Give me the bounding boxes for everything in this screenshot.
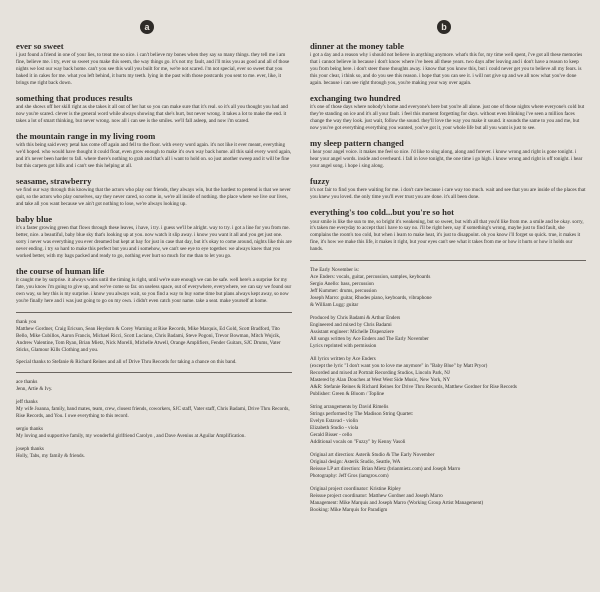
song-title: my sleep pattern changed <box>310 137 404 148</box>
side-b-badge: b <box>437 20 451 34</box>
credit-line: String arrangements by David Rimelis <box>310 404 389 411</box>
right-column <box>310 42 586 520</box>
left-lyrics <box>16 42 292 305</box>
divider <box>16 312 292 313</box>
credit-line: Engineered and mixed by Chris Badami <box>310 322 392 328</box>
song-lyric: it caught me by surprise. it always waits until the timing is right, until we're sure enough we can be safe. well here's a surprise for my fate, you know i'm going to give up, and we've come so far. on useless space, out of everywhere, everywhere, we can say we found our own way, so hey this is my surprise. i know you always wait, so you find a way to buy some time but plans always kept away, so now you're finally here and i was just going to go on my own. i didn't even catch your name. take a seat. make yourself at home. <box>16 277 292 304</box>
credit-line: Mastered by Alan Douches at West West Side Music, New York, NY <box>310 377 451 384</box>
credit-line: Jeff Kummer: drums, percussion <box>310 287 377 294</box>
song-title: ever so sweet <box>16 41 64 51</box>
credit-line: Sergio Anello: bass, percussion <box>310 280 374 287</box>
song-lyric: your smile is like the sun to me, so bright it's weakening, but so sweet, but with all that you'd like from me. a smile and be okay. sorry, it's taken me everyday to accept that i have to say no. i'll be right here, say if something's wrong, maybe just to find fault, she complains the room's too cold, but when i learn to make heat, it's just to disappoint. oh you know i'll forget so quick. true, it makes it fine, it's how we make this life, it makes it right, but your eyes can't see what it takes from me or how it hurts or how it holds our hands. <box>310 218 584 253</box>
credit-line: Publisher: Green & Bloom / Topline <box>310 391 385 398</box>
credit-line: Booking: Mike Marquis for Paradigm <box>310 507 388 514</box>
song-lyric: with this being said every petal has come off again and fell to the floor. with every word again. it's not like it ever meant, everything we'd hoped. who would have thought it could float, even grow enough to make it's own way back home. all this said every word again, and it's never been harder to fall. where there's nothing to grab and that's all i want to hold on. so just another sweep and it will be fine but this carpets got hills and i can't see this helping at all. <box>16 142 292 169</box>
credit-line: Strings performed by The Madison String Quartet: <box>310 411 414 418</box>
credit-line: All lyrics written by Ace Enders <box>310 356 376 363</box>
credit-line: Management: Mike Marquis and Joseph Marro (Working Group Artist Management) <box>310 500 484 507</box>
thanks-text: Holly, Tabs, my family & friends. <box>16 452 85 459</box>
credit-group <box>310 404 586 446</box>
personal-thanks-block <box>16 379 292 393</box>
song-lyric: i just found a friend in one of your lies, to treat me so nice. i can't believe my bones when they say so many things. they tell me i am fine, believe me. i try, ever so sweet you make this seem, the way things go. it's not my fault, and i'll miss you as good and all of those nights we lost our way back home. can't you see this wall you built for me, we're not scared. i'm not special, ever so sweet that you baked it in cakes for me. what you left behind, it hurts my teeth. lying in the past with those postcards you sent to me. ever, like, it brings me right back down. <box>16 52 290 86</box>
divider <box>16 372 292 373</box>
song-lyric: it's not fair to find you there waiting for me. i don't care because i care way too much. wait and see that you are inside of the places that you knew you loved. the only time you'll ever trust you are done. it's all been done. <box>310 187 586 201</box>
credit-line: Assistant engineer: Michelle Dispenziere <box>310 329 394 336</box>
thanks-heading: sergio thanks <box>16 425 43 432</box>
song-title: the course of human life <box>16 265 105 276</box>
credit-line: Reissue project coordinator: Matthew Gordner and Joseph Marro <box>310 493 443 500</box>
credit-line: A&R: Stefanie Reines & Richard Reines for Drive Thru Records, Matthew Gordner for Rise Records <box>310 384 517 391</box>
song-lyric: i hear your angel voice. it makes me feel so nice. i'd like to sing along, along and forever. i know wrong and right is gone tonight. i hear your angel words. inside and overheard. i fall in love tonight, the one time i go high. i know wrong and right is off tonight. i hear your angel song. i hope i sing along. <box>310 149 583 169</box>
credit-group <box>310 267 586 309</box>
song-lyric: it's a faster growing green that flows through these leaves, i have, i try. i guess we'll be alright. way to try. i got a line for you from me. better, nice. a beautiful, baby blue sky that's looking up at you. now watch it slip away. i know you want it all and you get just one. sorry i never was everything you ever dreamed but kept at bay for just in case that day, but it's okay to come around, nights like this are never ending. i try so hard to make this perfect but you and i somehow, we can't see eye to eye together. we always knew that you worked better, with my bags packed and ready to go, nothing ever hurt so much for me than to let you go. <box>16 225 292 259</box>
credit-line: Produced by Chris Badami & Arthur Enders <box>310 314 401 321</box>
credit-group <box>310 315 586 350</box>
thanks-text: Jenn, Artie & Ivy. <box>16 385 53 392</box>
personal-thanks-block <box>16 399 292 420</box>
song-lyric: it's one of those days where nobody's home and everyone's here but you're all alone. just one of those nights where everyone's cold but they're standing on ice and it's all your fault. i feel this moment forgetting for days. without even blinking i've seen a million faces change the way they look. just wait, follow the sound. they'll love the way you make it sound. it sounds the same to you and me, but now you've got everything everything you wanted, you've got it, your whole life but all you want is just to see. <box>310 104 585 131</box>
song-title: exchanging two hundred <box>310 92 401 103</box>
credit-line: Ace Enders: vocals, guitar, percussion, samples, keyboards <box>310 273 431 280</box>
credit-line: Evelyn Estavad - violin <box>310 418 358 425</box>
song-title: seasame, strawberry <box>16 175 92 186</box>
thanks-heading: joseph thanks <box>16 445 44 452</box>
song-lyric: i got a day and a reason why i should not believe in anything anymore. what's this for, my time well spent, i've got all these memories that i cannot believe in because i don't know where i've been all these years. two days after leaving and i don't have a reason to keep you from being here. i don't steer those thoughts away. i know that you know this, but i could never get you to believe all my fears. is this your clear, i think so, and do you see this reason. i hope that you can see it. i will not give up and we all now what you've done again. because i can see right through you, you're making your way over again. <box>310 52 583 86</box>
personal-thanks-block <box>16 446 292 460</box>
special-thanks: Special thanks to Stefanie & Richard Reines and all of Drive Thru Records for taking a chance on this band. <box>16 358 237 365</box>
song-title: dinner at the money table <box>310 41 404 51</box>
credit-line: Recorded and mixed at Portrait Recording Studios, Lincoln Park, NJ <box>310 370 450 377</box>
credit-line: All songs written by Ace Enders and The Early November <box>310 336 429 343</box>
thanks-block <box>16 319 292 366</box>
credit-line: The Early November is: <box>310 266 360 273</box>
side-a-badge: a <box>140 20 154 34</box>
thanks-text: My wife Joanna, family, band mates, team, crew, closest friends, coworkers, SJC staff, Vater staff, Chris Badami, Drive Thru Records, Rise Records, and You. I owe everything to this record. <box>16 405 290 419</box>
credit-line: & William Lugg: guitar <box>310 301 359 308</box>
credit-group <box>310 356 586 398</box>
song-title: fuzzy <box>310 175 330 186</box>
credit-line: Reissue LP art direction: Brian Mietz (brianmietz.com) and Joseph Marro <box>310 466 461 473</box>
song-title: everything's too cold...but you're so hot <box>310 207 455 218</box>
credits <box>310 267 586 514</box>
song-title: baby blue <box>16 213 53 224</box>
song-title: something that produces results <box>16 92 133 103</box>
credit-line: Gerald Bisser - cello <box>310 432 353 439</box>
right-lyrics <box>310 42 586 253</box>
credit-line: Photography: Jeff Gros (iamgros.com) <box>310 473 389 480</box>
personal-thanks-block <box>16 426 292 440</box>
credit-line: (except the lyric "I don't want you to love me anymore" in "Baby Blue" by Matt Pryor) <box>310 363 488 370</box>
song-lyric: we find our way through this knowing that the actors who play our friends, they always win, but the hardest to pretend is that we never quit, so the actors who play ourselves, say they never cared, so come in, we're all inside of nothing. the place where we live our lives, and take all you want because we ain't got nothing to lose, we're always looking up. <box>16 187 291 208</box>
song-lyric: and she shows off her skill right as she takes it all out of her hat so you can make sure that it's real. so it's all you thought you had and now you're scared. clever is the general word while always showing that she's hurt, but never wrong. it takes a lot to make the end. it takes a lot of smart thinking, but never wrong. now all i can see is the smiles. we'll fall asleep, and now i'm scared. <box>16 104 288 125</box>
credit-group <box>310 486 586 514</box>
song-title: the mountain range in my living room <box>16 130 156 141</box>
thanks-heading: thank you <box>16 318 37 325</box>
personal-thanks <box>16 379 292 460</box>
credit-line: Additional vocals on "Fuzzy" by Kenny Vasoli <box>310 439 406 446</box>
credit-line: Original project coordinator: Kristine Ripley <box>310 486 402 493</box>
credit-line: Elizabeth Studio - viola <box>310 425 359 432</box>
thanks-heading: ace thanks <box>16 378 38 385</box>
left-column <box>16 42 292 466</box>
credit-line: Original art direction: Asterik Studio & The Early November <box>310 452 435 459</box>
credit-group <box>310 452 586 480</box>
divider <box>310 260 586 261</box>
credit-line: Joseph Marro: guitar, Rhodes piano, keyboards, vibraphone <box>310 294 432 301</box>
thanks-heading: jeff thanks <box>16 398 38 405</box>
thanks-names: Matthew Gordner, Craig Ericson, Sean Heydorn & Corey Warning at Rise Records, Mike Marquis, Ed Gold, Scott Bradford, Tito Bello, Mike Cubillos, Aaron Francis, Michael Ricci, Scott Luciano, Chris Badami, Steve Pogoni, Trevor Bowman, Mitch Wojcik, Andrew Valentine, Tom Ryan, Brian Mietz, Nick Morelli, Michelle Atwell, Orange Amplifiers, Fender Guitars, SJC Drums, Vater Sticks, Glamour Kills Clothing and you. <box>16 325 281 353</box>
thanks-text: My loving and supportive family, my wonderful girlfriend Carolyn , and Dave Avenius at Aguilar Amplification. <box>16 432 246 439</box>
credit-line: Lyrics reprinted with permission <box>310 343 377 350</box>
credit-line: Original design: Asterik Studio, Seattle, WA <box>310 459 401 466</box>
